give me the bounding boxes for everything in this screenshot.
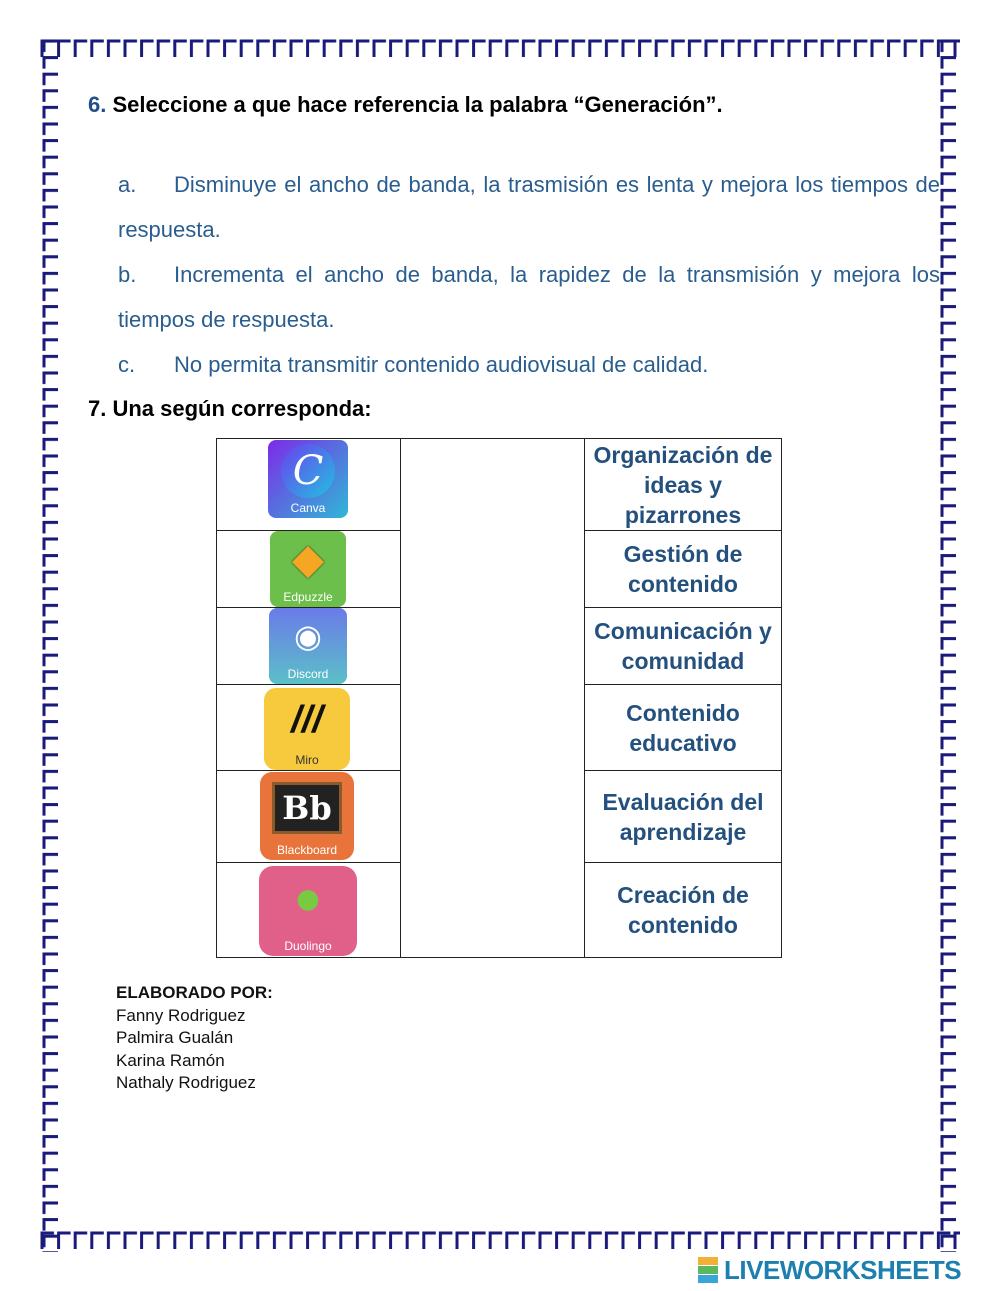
label-1: Organización de ideas y pizarrones	[585, 439, 782, 531]
credit-name: Palmira Gualán	[116, 1028, 234, 1047]
edpuzzle-caption: Edpuzzle	[283, 590, 333, 604]
miro-icon[interactable]	[264, 688, 350, 770]
decorative-border-right	[938, 38, 960, 1252]
option-a-letter: a.	[118, 172, 137, 197]
label-4: Contenido educativo	[585, 685, 782, 771]
label-2: Gestión de contenido	[585, 531, 782, 608]
discord-glyph: ◉	[294, 618, 322, 654]
label-5: Evaluación del aprendizaje	[585, 771, 782, 863]
question-7-title: 7. Una según corresponda:	[88, 396, 372, 421]
edpuzzle-glyph: ◆	[291, 535, 325, 582]
question-6-text: Seleccione a que hace referencia la palabra “Generación”.	[112, 92, 723, 117]
duolingo-icon[interactable]	[259, 866, 357, 956]
option-c[interactable]	[118, 342, 940, 387]
blackboard-glyph: Bb	[272, 782, 342, 834]
liveworksheets-watermark	[698, 1254, 962, 1285]
decorative-border-bottom	[40, 1230, 960, 1252]
option-a-text: Disminuye el ancho de banda, la trasmisión es lenta y mejora los tiempos de respuesta.	[118, 172, 940, 242]
app-cell-canva	[217, 439, 401, 531]
credit-name: Fanny Rodriguez	[116, 1005, 246, 1025]
duolingo-glyph: ●	[293, 872, 323, 925]
app-cell-duolingo	[217, 863, 401, 958]
option-b-letter: b.	[118, 262, 137, 287]
watermark-text: LIVEWORKSHEETS	[724, 1254, 962, 1285]
discord-caption: Discord	[287, 667, 329, 681]
canva-caption: Canva	[290, 501, 326, 515]
matching-table	[216, 438, 782, 958]
miro-glyph: ///	[291, 699, 323, 741]
discord-icon[interactable]	[269, 608, 347, 684]
answer-column[interactable]	[401, 439, 585, 958]
miro-caption: Miro	[295, 753, 319, 767]
label-6: Creación de contenido	[585, 863, 782, 958]
option-b[interactable]	[118, 252, 940, 342]
decorative-border-top	[40, 38, 960, 60]
credit-name: Nathaly Rodriguez	[116, 1073, 256, 1092]
app-cell-edpuzzle	[217, 531, 401, 608]
blackboard-caption: Blackboard	[276, 843, 338, 857]
table-row	[217, 439, 782, 531]
option-c-letter: c.	[118, 352, 136, 377]
option-a[interactable]	[118, 162, 940, 252]
blackboard-icon[interactable]	[260, 772, 354, 860]
app-cell-miro	[217, 685, 401, 771]
app-cell-blackboard	[217, 771, 401, 863]
canva-icon[interactable]	[268, 440, 348, 518]
option-c-text: No permita transmitir contenido audiovisual de calidad.	[174, 352, 709, 377]
question-6-title	[88, 92, 723, 118]
liveworksheets-logo-icon	[698, 1257, 718, 1283]
duolingo-caption: Duolingo	[284, 939, 332, 953]
app-cell-discord	[217, 608, 401, 685]
label-3: Comunicación y comunidad	[585, 608, 782, 685]
canva-glyph: C	[281, 444, 335, 498]
option-b-text: Incrementa el ancho de banda, la rapidez de la transmisión y mejora los tiempos de respuesta.	[118, 262, 940, 332]
credit-name: Karina Ramón	[116, 1050, 225, 1070]
question-6-options	[118, 162, 940, 387]
decorative-border-left	[40, 38, 62, 1252]
question-6-number: 6.	[88, 92, 107, 117]
edpuzzle-icon[interactable]	[270, 531, 346, 607]
credits	[116, 982, 273, 1095]
credits-heading: ELABORADO POR:	[116, 983, 273, 1002]
